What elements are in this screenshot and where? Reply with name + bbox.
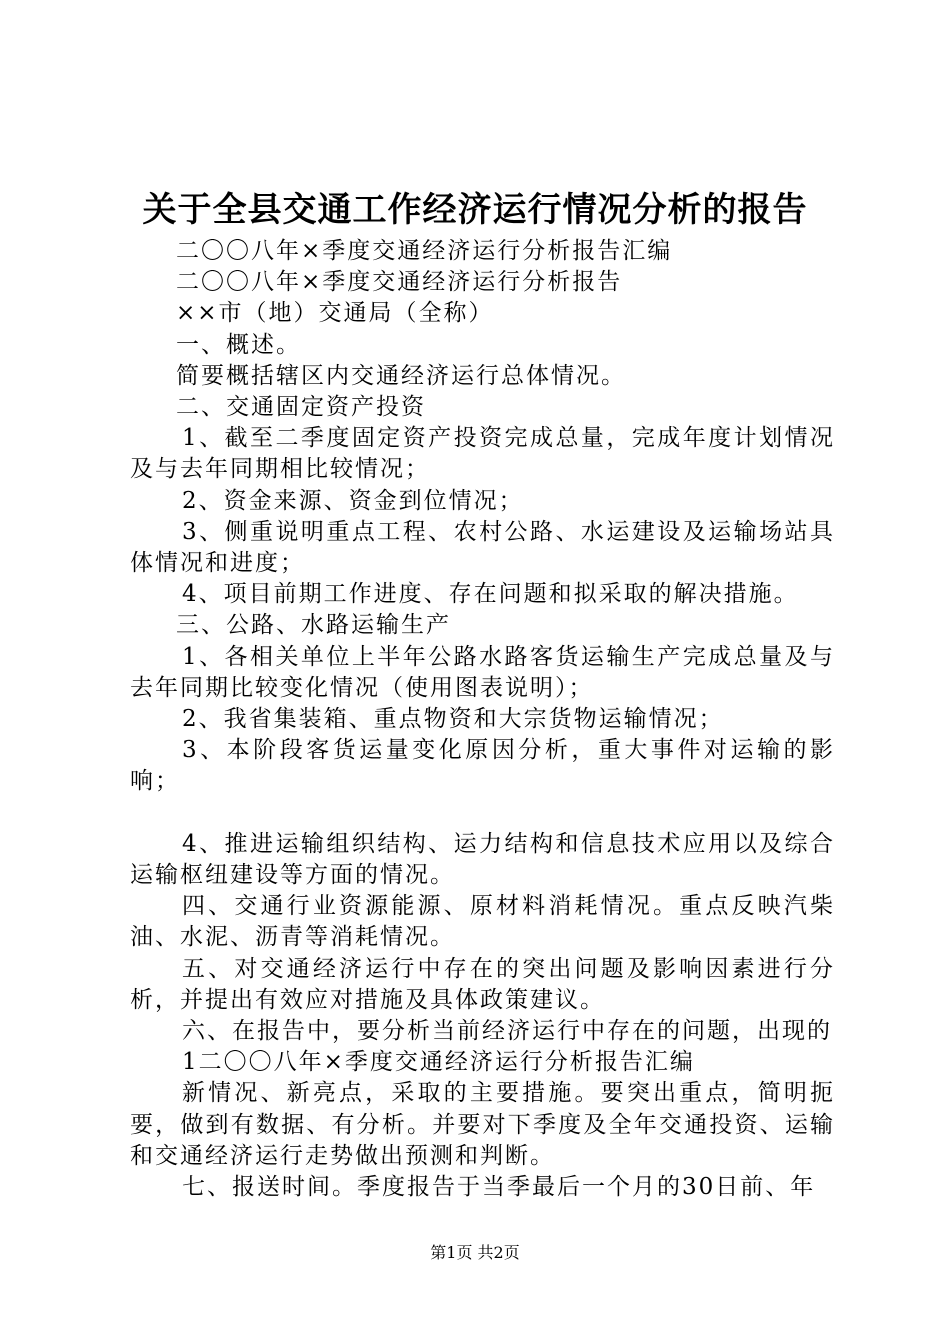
- list-item-investment-1: 1、截至二季度固定资产投资完成总量，完成年度计划情况及与去年同期相比较情况；: [130, 425, 835, 483]
- section-heading-submission: 七、报送时间。季度报告于当季最后一个月的30日前、年: [182, 1174, 816, 1201]
- list-item-transport-1: 1、各相关单位上半年公路水路客货运输生产完成总量及与去年同期比较变化情况（使用图表说明）；: [130, 643, 835, 701]
- paragraph-compilation-header: 二〇〇八年×季度交通经济运行分析报告汇编: [176, 238, 673, 264]
- list-item-investment-4: 4、项目前期工作进度、存在问题和拟采取的解决措施。: [182, 581, 799, 608]
- running-header: 1二〇〇八年×季度交通经济运行分析报告汇编: [182, 1049, 695, 1076]
- section-heading-consumption: 四、交通行业资源能源、原材料消耗情况。重点反映汽柴油、水泥、沥青等消耗情况。: [130, 893, 835, 951]
- section-heading-analysis: 六、在报告中，要分析当前经济运行中存在的问题，出现的: [182, 1018, 832, 1045]
- section-heading-issues: 五、对交通经济运行中存在的突出问题及影响因素进行分析，并提出有效应对措施及具体政策建议。: [130, 955, 835, 1013]
- list-item-investment-3: 3、侧重说明重点工程、农村公路、水运建设及运输场站具体情况和进度；: [130, 518, 835, 577]
- page-number: 第1页 共2页: [430, 1243, 520, 1262]
- paragraph-report-title: 二〇〇八年×季度交通经济运行分析报告: [176, 269, 623, 296]
- paragraph-analysis-continued: 新情况、新亮点，采取的主要措施。要突出重点，简明扼要，做到有数据、有分析。并要对下季度及全年交通投资、运输和交通经济运行走势做出预测和判断。: [130, 1080, 835, 1169]
- section-heading-investment: 二、交通固定资产投资: [176, 394, 426, 421]
- paragraph-overview: 简要概括辖区内交通经济运行总体情况。: [176, 362, 626, 389]
- document-body: [130, 236, 835, 1203]
- section-heading-transport: 三、公路、水路运输生产: [176, 612, 451, 639]
- section-heading-overview: 一、概述。: [176, 331, 301, 358]
- list-item-transport-4: 4、推进运输组织结构、运力结构和信息技术应用以及综合运输枢纽建设等方面的情况。: [130, 830, 835, 889]
- paragraph-issuer: ××市（地）交通局（全称）: [176, 300, 494, 327]
- blank-line: [130, 798, 835, 829]
- document-title: 关于全县交通工作经济运行情况分析的报告: [142, 190, 808, 230]
- list-item-transport-3: 3、本阶段客货运量变化原因分析，重大事件对运输的影响；: [130, 737, 835, 795]
- list-item-investment-2: 2、资金来源、资金到位情况；: [182, 487, 524, 514]
- list-item-transport-2: 2、我省集装箱、重点物资和大宗货物运输情况；: [182, 706, 724, 733]
